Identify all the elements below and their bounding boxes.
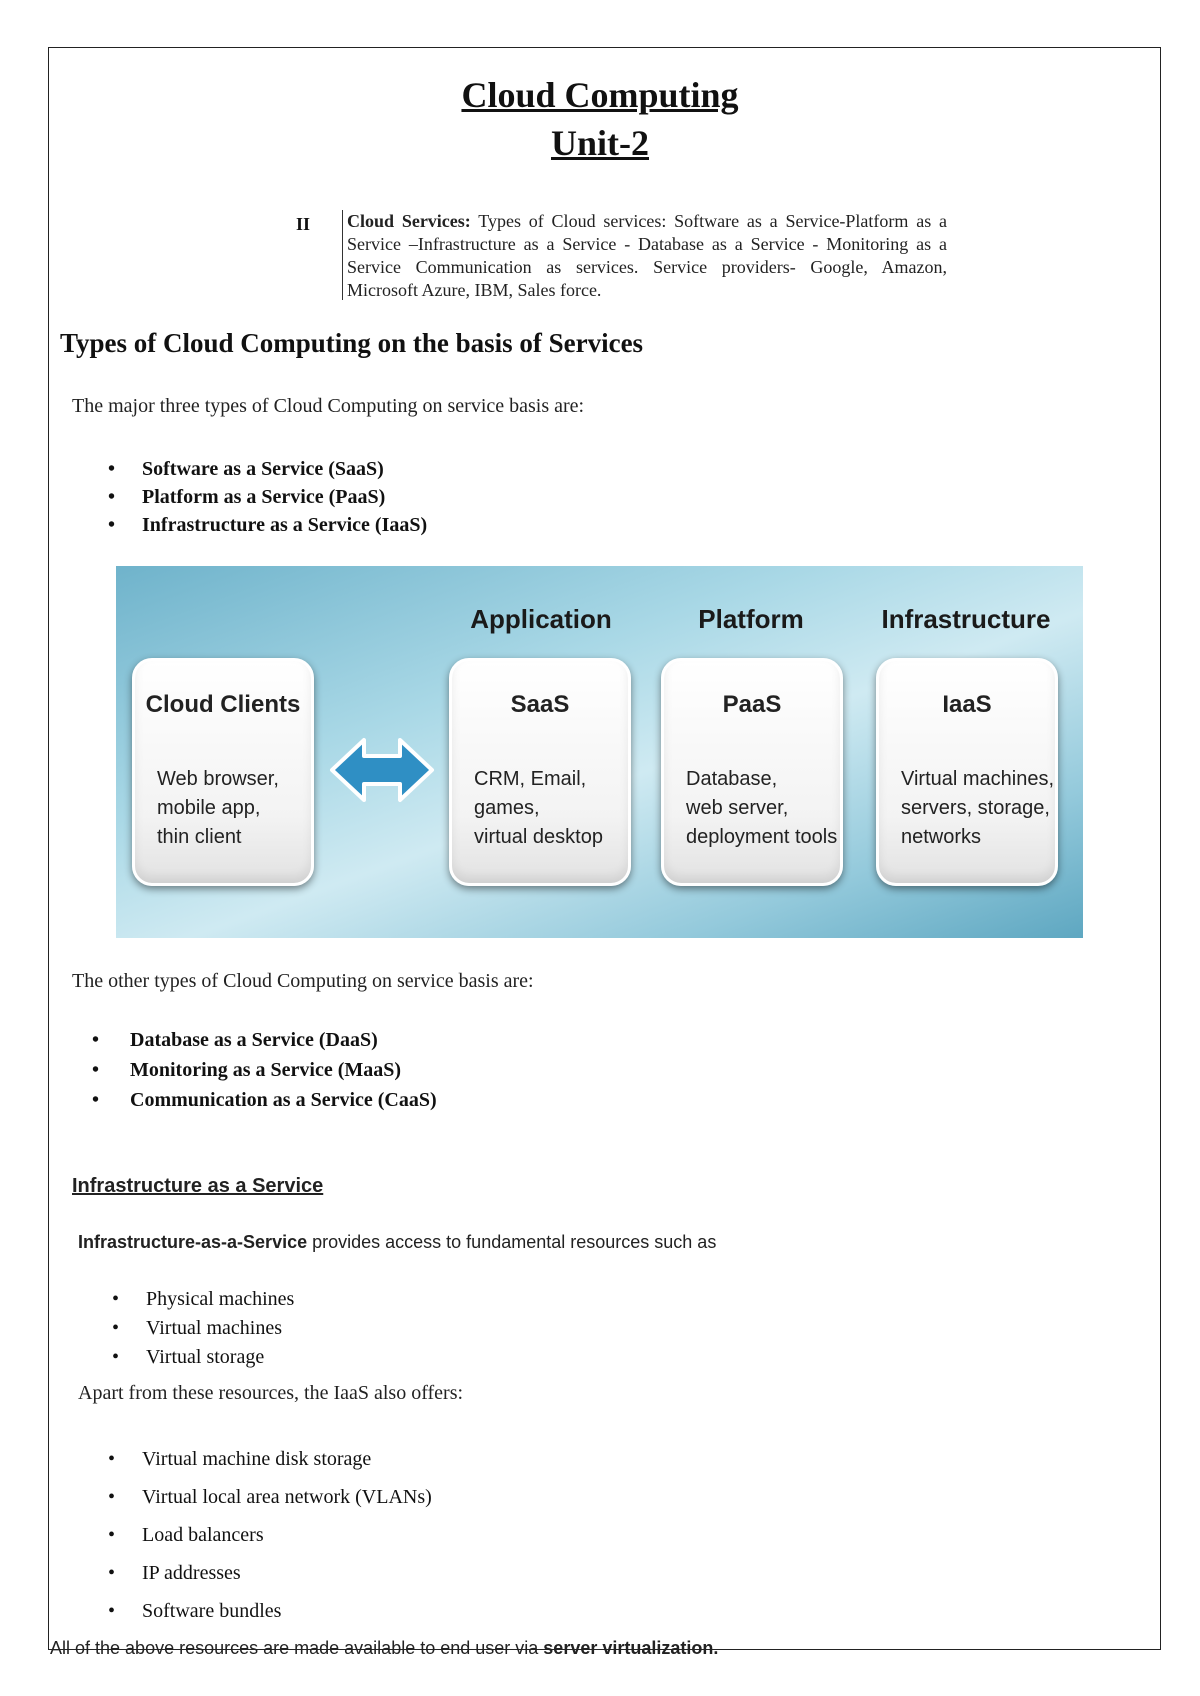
- double-arrow-icon: [328, 734, 436, 806]
- closing-sentence: [50, 1638, 718, 1659]
- card-paas: [661, 658, 843, 886]
- card-body: Web browser, mobile app, thin client: [157, 768, 279, 848]
- other-types-list: [88, 1025, 437, 1115]
- card-title: IaaS: [942, 691, 992, 718]
- iaas-intro: [78, 1232, 716, 1253]
- syllabus-text: [342, 210, 947, 300]
- list-item: • Monitoring as a Service (MaaS): [88, 1055, 437, 1085]
- iaas-offers-intro: Apart from these resources, the IaaS also offers:: [78, 1382, 464, 1404]
- major-types-intro: The major three types of Cloud Computing on service basis are:: [72, 395, 585, 417]
- card-cloud-clients: [132, 658, 314, 886]
- list-item: • Infrastructure as a Service (IaaS): [104, 511, 427, 539]
- card-saas: [449, 658, 631, 886]
- card-title: PaaS: [722, 691, 782, 718]
- iaas-heading: Infrastructure as a Service: [72, 1175, 324, 1197]
- card-iaas: [876, 658, 1058, 886]
- document-title: Cloud Computing: [461, 75, 739, 115]
- list-item: • Software bundles: [104, 1592, 432, 1630]
- list-item: • Physical machines: [108, 1285, 294, 1314]
- list-item: • Virtual machine disk storage: [104, 1440, 432, 1478]
- list-item: • Software as a Service (SaaS): [104, 455, 427, 483]
- section-heading: Types of Cloud Computing on the basis of Services: [60, 328, 644, 358]
- list-item: • Communication as a Service (CaaS): [88, 1085, 437, 1115]
- list-item: • Platform as a Service (PaaS): [104, 483, 427, 511]
- iaas-intro-bold: Infrastructure-as-a-Service: [78, 1232, 308, 1252]
- unit-title: Unit-2: [551, 123, 649, 163]
- card-body: Virtual machines, servers, storage, networks: [901, 768, 1055, 848]
- syllabus-body: Types of Cloud services: Software as a Service-Platform as a Service –Infrastructure as a Service - Database as a Service - Monitoring as a Service Communication as services. Service providers- Google, Amazon, Microsoft Azure, IBM, Sales force.: [347, 211, 947, 300]
- closing-bold: server virtualization.: [543, 1638, 719, 1658]
- closing-text: All of the above resources are made available to end user via: [50, 1638, 544, 1658]
- diagram-header-infrastructure: Infrastructure: [881, 604, 1051, 634]
- iaas-offers-list: [104, 1440, 432, 1630]
- syllabus-lead: Cloud Services:: [347, 211, 471, 231]
- list-item: • IP addresses: [104, 1554, 432, 1592]
- card-body: CRM, Email, games, virtual desktop: [474, 768, 603, 848]
- list-item: • Virtual local area network (VLANs): [104, 1478, 432, 1516]
- syllabus-number: II: [296, 214, 311, 234]
- major-types-list: [104, 455, 427, 539]
- other-types-intro: The other types of Cloud Computing on service basis are:: [72, 970, 534, 992]
- syllabus-block: [296, 210, 946, 300]
- card-title: Cloud Clients: [145, 691, 301, 718]
- iaas-resources-list: [108, 1285, 294, 1372]
- list-item: • Virtual machines: [108, 1314, 294, 1343]
- iaas-intro-rest: provides access to fundamental resources such as: [307, 1232, 717, 1252]
- card-body: Database, web server, deployment tools: [686, 768, 838, 848]
- diagram-header-application: Application: [470, 604, 612, 634]
- list-item: • Database as a Service (DaaS): [88, 1025, 437, 1055]
- diagram-header-platform: Platform: [698, 604, 804, 634]
- list-item: • Load balancers: [104, 1516, 432, 1554]
- service-models-diagram: [116, 566, 1083, 938]
- list-item: • Virtual storage: [108, 1343, 294, 1372]
- card-title: SaaS: [510, 691, 570, 718]
